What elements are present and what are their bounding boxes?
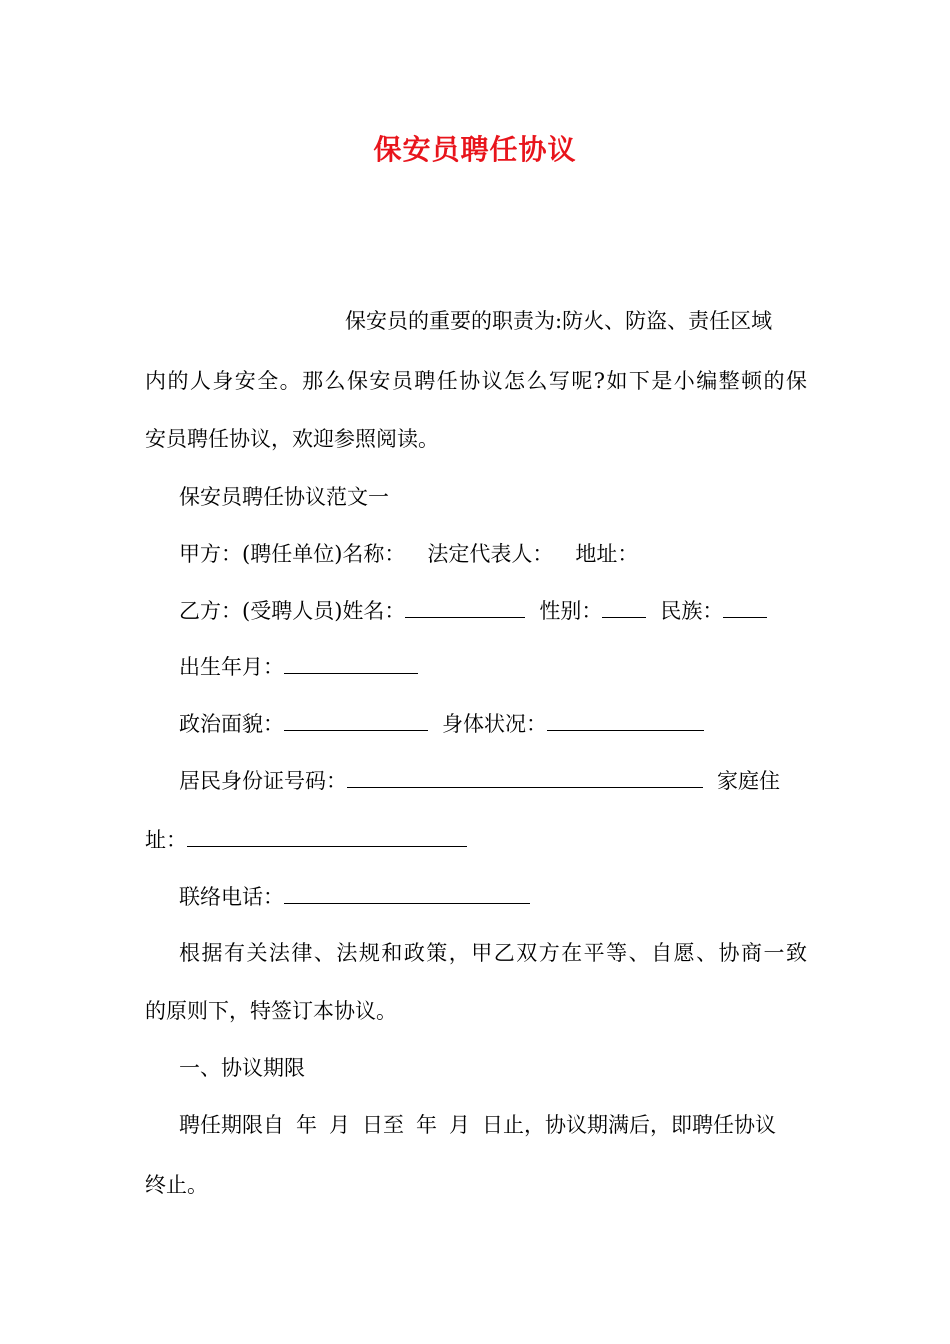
end-day-label: 日止，协议期满后，即聘任协议 [482, 1113, 776, 1137]
home-address-blank [187, 826, 467, 847]
intro-line-2: 内的人身安全。那么保安员聘任协议怎么写呢?如下是小编整顿的保 [145, 369, 807, 393]
end-year-label: 年 [416, 1113, 437, 1137]
political-blank [284, 710, 428, 731]
term-start-label: 聘任期限自 [179, 1113, 284, 1137]
birth-label: 出生年月： [179, 655, 284, 679]
party-b-line [179, 596, 841, 626]
clause-1-line-2: 终止。 [145, 1173, 208, 1197]
home-address-label-b: 址： [145, 828, 187, 852]
basis-line-2: 的原则下，特签订本协议。 [145, 999, 397, 1023]
gender-blank [602, 597, 646, 618]
clause-1-title: 一、协议期限 [179, 1056, 305, 1080]
phone-blank [284, 883, 530, 904]
political-health-line [179, 709, 841, 739]
id-label: 居民身份证号码： [179, 769, 347, 793]
name-blank [405, 597, 525, 618]
intro-line-3: 安员聘任协议，欢迎参照阅读。 [145, 427, 439, 451]
id-blank [347, 767, 703, 788]
health-blank [547, 710, 704, 731]
phone-line [179, 882, 841, 912]
party-b-label: 乙方：(受聘人员)姓名： [179, 599, 406, 623]
political-label: 政治面貌： [179, 712, 284, 736]
home-address-label-a: 家庭住 [717, 769, 780, 793]
gender-label: 性别： [539, 599, 603, 623]
id-line [179, 766, 807, 796]
party-a-address-label: 地址： [575, 542, 639, 566]
intro-line-1: 保安员的重要的职责为:防火、防盗、责任区域 [345, 309, 773, 333]
start-year-label: 年 [296, 1113, 317, 1137]
document-title: 保安员聘任协议 [373, 133, 577, 166]
ethnicity-blank [723, 597, 767, 618]
section-title: 保安员聘任协议范文一 [179, 485, 389, 509]
phone-label: 联络电话： [179, 885, 284, 909]
health-label: 身体状况： [442, 712, 547, 736]
party-a-rep-label: 法定代表人： [427, 542, 554, 566]
start-day-to-label: 日至 [362, 1113, 404, 1137]
basis-line-1: 根据有关法律、法规和政策，甲乙双方在平等、自愿、协商一致 [179, 941, 807, 965]
ethnicity-label: 民族： [660, 599, 724, 623]
party-a-label: 甲方：(聘任单位)名称： [179, 542, 406, 566]
start-month-label: 月 [329, 1113, 350, 1137]
home-address-line [145, 825, 807, 855]
end-month-label: 月 [449, 1113, 470, 1137]
birth-line [179, 652, 841, 682]
party-a-line [179, 539, 841, 569]
birth-blank [284, 653, 418, 674]
clause-1-line-1 [179, 1110, 807, 1140]
